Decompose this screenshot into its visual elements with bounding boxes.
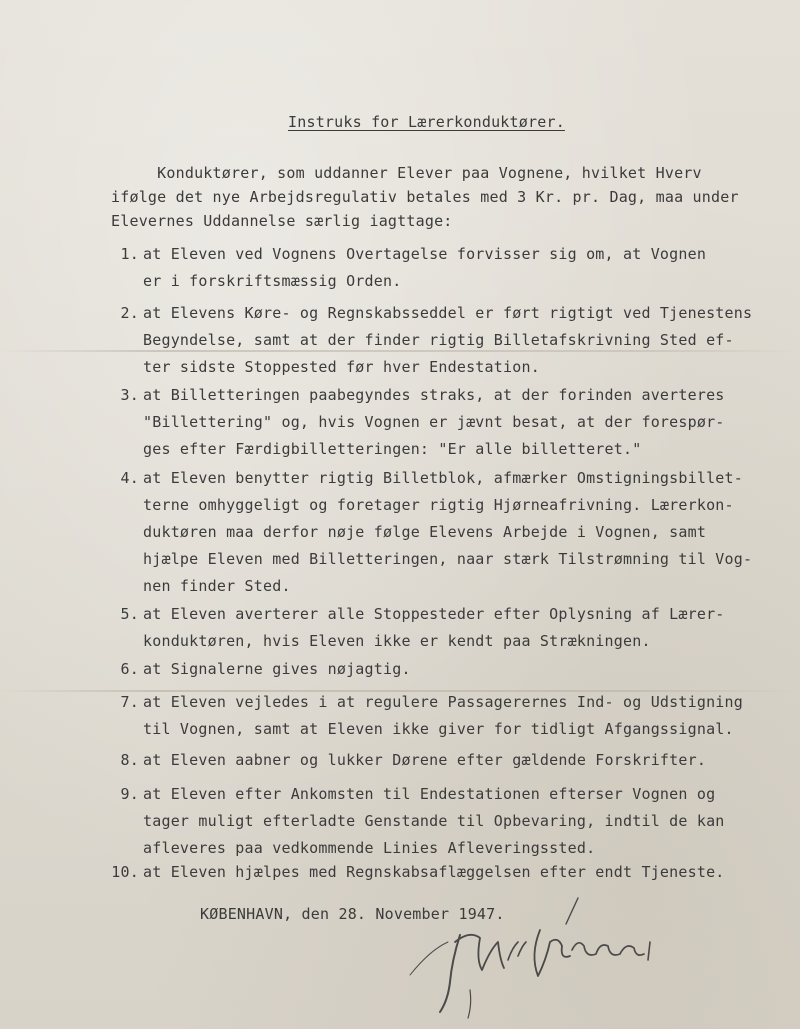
item-number: 8.: [120, 751, 139, 769]
document-title: Instruks for Lærerkonduktører.: [288, 113, 565, 131]
item-line: ter sidste Stoppested før hver Endestation.: [143, 358, 540, 376]
item-line: at Billetteringen paabegyndes straks, at der forinden averteres: [143, 386, 725, 404]
item-line: at Eleven hjælpes med Regnskabsaflæggelsen efter endt Tjeneste.: [143, 863, 725, 881]
item-text: [143, 241, 793, 295]
intro-line: Elevernes Uddannelse særlig iagttage:: [111, 212, 453, 230]
item-number: 2.: [120, 304, 139, 322]
item-line: tager muligt efterladte Genstande til Opbevaring, indtil de kan: [143, 812, 725, 830]
item-line: afleveres paa vedkommende Linies Afleveringssted.: [143, 839, 596, 857]
item-number: 5.: [120, 605, 139, 623]
item-text: [143, 859, 793, 886]
item-number: 3.: [120, 386, 139, 404]
item-line: at Eleven averterer alle Stoppesteder efter Oplysning af Lærer-: [143, 605, 725, 623]
item-line: at Eleven aabner og lukker Dørene efter gældende Forskrifter.: [143, 751, 707, 769]
intro-paragraph: [111, 161, 791, 233]
item-line: er i forskriftsmæssig Orden.: [143, 272, 402, 290]
place-date-line: KØBENHAVN, den 28. November 1947.: [200, 905, 505, 923]
intro-line: Konduktører, som uddanner Elever paa Vognene, hvilket Hverv: [111, 164, 702, 182]
item-line: duktøren maa derfor nøje følge Elevens Arbejde i Vognen, samt: [143, 523, 707, 541]
intro-line: ifølge det nye Arbejdsregulativ betales med 3 Kr. pr. Dag, maa under: [111, 188, 739, 206]
item-line: Begyndelse, samt at der finder rigtig Billetafskrivning Sted ef-: [143, 331, 734, 349]
item-text: [143, 781, 793, 862]
item-line: konduktøren, hvis Eleven ikke er kendt paa Strækningen.: [143, 632, 651, 650]
item-line: at Eleven efter Ankomsten til Endestationen efterser Vognen og: [143, 785, 716, 803]
item-line: at Elevens Køre- og Regnskabsseddel er ført rigtigt ved Tjenestens: [143, 304, 753, 322]
item-line: at Eleven ved Vognens Overtagelse forvisser sig om, at Vognen: [143, 245, 707, 263]
item-number: 7.: [120, 693, 139, 711]
item-number: 10.: [111, 863, 139, 881]
item-text: [143, 656, 793, 683]
item-text: [143, 465, 793, 600]
item-text: [143, 300, 793, 381]
item-line: terne omhyggeligt og foretager rigtig Hjørneafrivning. Lærerkon-: [143, 496, 734, 514]
item-line: hjælpe Eleven med Billetteringen, naar stærk Tilstrømning til Vog-: [143, 550, 753, 568]
item-number: 4.: [120, 469, 139, 487]
item-text: [143, 747, 793, 774]
item-number: 9.: [120, 785, 139, 803]
item-number: 1.: [120, 245, 139, 263]
item-line: at Eleven benytter rigtig Billetblok, afmærker Omstigningsbillet-: [143, 469, 743, 487]
item-text: [143, 601, 793, 655]
handwritten-signature: [400, 890, 690, 1020]
item-line: nen finder Sted.: [143, 577, 291, 595]
item-text: [143, 689, 793, 743]
item-line: ges efter Færdigbilletteringen: "Er alle billetteret.": [143, 440, 642, 458]
item-line: at Eleven vejledes i at regulere Passagerernes Ind- og Udstigning: [143, 693, 743, 711]
item-line: "Billettering" og, hvis Vognen er jævnt besat, at der forespør-: [143, 413, 725, 431]
item-line: at Signalerne gives nøjagtig.: [143, 660, 411, 678]
item-line: til Vognen, samt at Eleven ikke giver for tidligt Afgangssignal.: [143, 720, 734, 738]
item-text: [143, 382, 793, 463]
item-number: 6.: [120, 660, 139, 678]
